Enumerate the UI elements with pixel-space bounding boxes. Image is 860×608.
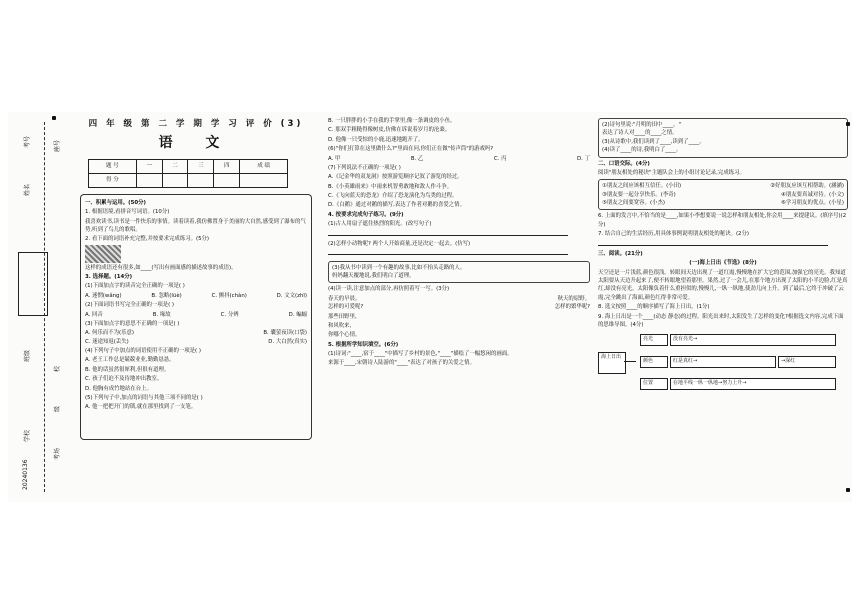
question-2-image-row — [85, 245, 307, 263]
option: A. 他一把把开门的锁,就在那里找到了一支笔。 — [85, 404, 197, 411]
option: D. 他胸有成竹地站在台上。 — [85, 385, 152, 392]
question-3-3: (3)下面加点字的意思不正确的一项是( ) — [85, 320, 180, 327]
section-heading: 二、口语交际。(4分) — [598, 160, 650, 167]
poem-row — [328, 295, 590, 303]
option: A. 回音 — [85, 311, 103, 318]
poem-row — [328, 303, 590, 311]
section-heading: 一、积累与运用。(50分) — [85, 199, 146, 206]
option: A. 迷惘(wǎng) — [85, 292, 122, 299]
mind-map-answer-end: →深红 — [778, 356, 836, 368]
mind-map-answer[interactable]: 没有亮光→ — [670, 334, 836, 346]
page-column-3 — [598, 116, 848, 496]
discussion-options-box — [598, 179, 848, 210]
question-5: 5. 根据所学知识填空。(6分) — [328, 341, 399, 348]
options-row — [602, 191, 844, 199]
section-1-box — [80, 194, 312, 440]
mind-map — [598, 332, 848, 394]
poem-line: 怎样的可爱呢? — [328, 304, 364, 311]
question-5-1: (1)诗词:"____,宿于____"中描写了乡村的景色,"____"描绘了一幅悠闲的画面。 — [328, 351, 513, 357]
rail-label-banji: 班级 — [24, 349, 31, 362]
answer-line[interactable] — [598, 240, 848, 249]
question-3-1: (1)下面加点字的读音完全正确的一项是( ) — [85, 283, 185, 290]
question-6: 6. 上面的发言中,不恰当的是____,如果小李想要说一说怎样和朋友相处,你会用____来提建议。(填序号)(2分) — [598, 213, 847, 228]
option: ⑤朋友之间要宽容。(小杰) — [602, 200, 665, 206]
question-4-3-box — [328, 261, 590, 284]
exam-title: 四 年 级 第 二 学 期 学 习 评 价 (3) — [88, 119, 304, 129]
exam-sheet — [8, 112, 852, 502]
option: B. 缘故 — [152, 311, 171, 318]
question-4-4: (4)读一读,注意加点的部分,再仿照着写一写。(3分) — [328, 286, 450, 293]
option: B. 囊萤夜读(口袋) — [263, 330, 307, 337]
option: ③朋友要一起分享快乐。(李奇) — [602, 191, 676, 198]
question-3-5: (5)下列句子中,加点的词语与其他三项不同的是( ) — [85, 394, 203, 401]
reading-title: (一)海上日出《节选》(8分) — [689, 260, 757, 267]
question-5-continued-box — [598, 118, 848, 158]
option: C. 颤抖(chàn) — [211, 292, 247, 299]
score-row-label: 得 分 — [89, 173, 137, 187]
score-cell[interactable] — [188, 173, 214, 187]
score-table — [88, 159, 288, 188]
score-cell[interactable] — [240, 173, 288, 187]
option: B. 他的话虽然很犀利,但很有道理。 — [85, 366, 170, 373]
question-1-text: 我喜欢读书,读书是一件快乐的事情。读着读着,我仿佛置身于美丽的大自然,感受到了瀑布的气势,听到了鸟儿的歌唱。 — [85, 218, 306, 233]
reading-passage: 天空还是一片浅蓝,颜色很浅。转眼间天边出现了一道红霞,慢慢地在扩大它的范围,加强它的亮光。我知道太阳要从天边升起来了,便不转眼地望着那里。果然,过了一会儿,在那个地方出现了太阳的小半边脸,红是真红,却没有亮光。太阳像负着什么重担似的,慢慢儿,一纵一纵地,使劲儿向上升。到了最后,它终于冲破了云霞,完全跳出了海面,颜色红得非常可爱。 — [598, 269, 848, 301]
score-header-cell: 三 — [188, 159, 214, 173]
options-row — [602, 182, 844, 190]
option: D. 大白然(真实) — [268, 338, 307, 345]
options-row — [85, 329, 307, 337]
question-8: 8. 选文按照____的顺序描写了海上日出。(1分) — [598, 304, 710, 311]
mind-map-answer[interactable]: 在地平线一纵一纵地→努力上升→ — [670, 378, 836, 390]
mind-map-branch: 亮光 — [640, 334, 668, 346]
binding-rail — [8, 112, 74, 502]
rail-label-ji: 级 — [54, 405, 61, 412]
rail-code: 20240136 — [22, 459, 29, 490]
question-5-3b: 表达了诗人对____的____之情。 — [602, 130, 678, 137]
subject-title: 语 文 — [158, 135, 234, 152]
option: D. 文文(zhī) — [276, 292, 307, 299]
option: ①朋友之间应该相互信任。(小田) — [602, 183, 682, 190]
option: C. 那双手粗糙得像树皮,仿佛在诉说着岁月的沧桑。 — [328, 127, 451, 134]
score-header-cell: 成 绩 — [240, 159, 288, 173]
option: ④朋友要真诚对待。(小文) — [781, 191, 844, 198]
question-3-7: (7)下列说法不正确的一项是( ) — [328, 164, 401, 171]
mind-map-branch: 位置 — [640, 378, 668, 390]
page-column-1 — [80, 116, 312, 496]
option: A. 甲 — [328, 155, 341, 162]
question-3-2: (2)下面词语书写完全正确的一项是( ) — [85, 302, 175, 309]
option: B. 忽略(lüè) — [151, 292, 182, 299]
options-row — [85, 338, 307, 346]
option: A. 老王工作总是兢兢业业,勤勤恳恳。 — [85, 357, 175, 364]
option: C. 分辨 — [220, 311, 239, 318]
mind-map-root: 海上日出 — [598, 352, 626, 374]
section-2-intro: 阅读"朋友相处的秘诀"主题队会上的小组讨论记录,完成练习。 — [598, 169, 745, 176]
question-5-2: 来源于____,宋朝诗人陆游的"____"表达了对孩子的关爱之情。 — [328, 360, 475, 367]
registration-mark — [846, 488, 850, 492]
question-4: 4. 按要求完成句子练习。(9分) — [328, 211, 404, 218]
mind-map-answer[interactable]: 红是真红→ — [670, 356, 776, 368]
registration-mark — [846, 122, 850, 126]
question-4-3b: 妈妈翻天覆地说,我们明白了道理。 — [332, 273, 415, 279]
score-cell[interactable] — [136, 173, 162, 187]
option: A. 何乐而不为(乐意) — [85, 330, 134, 337]
poem-line: 那些田野里, — [328, 313, 357, 320]
rail-label-kaochang: 考场 — [54, 447, 61, 460]
option: B.《小英雄雨来》中雨来机智勇敢地和敌人作斗争。 — [328, 183, 453, 190]
registration-mark — [52, 116, 56, 120]
option: D. 丁 — [577, 155, 590, 162]
rail-label-xuexiao: 学校 — [24, 429, 31, 442]
poem-line: 春天的早晨。 — [328, 295, 361, 302]
options-row — [85, 311, 307, 319]
answer-line[interactable] — [328, 230, 590, 239]
score-header-cell: 四 — [214, 159, 240, 173]
option: ②好朋友应该互相帮助。(涵涵) — [770, 183, 844, 190]
question-5-3: (2)诗句里说:"月明的田中____。" — [602, 122, 682, 128]
question-5-5: (4)读了____的诗,我明白了____。 — [602, 147, 682, 154]
option: C. 迷途知返(丢失) — [85, 338, 129, 345]
connector — [624, 361, 636, 362]
option: D.《白鹅》通过对鹅的描写,表达了作者对鹅的喜爱之情。 — [328, 202, 465, 209]
seal-box — [18, 252, 48, 316]
question-9: 9. 海上日出是一个____(动态 静态)的过程。阳光出来时,太阳发生了怎样的变化?根据选文内容,完成下面的思维导图。(4分) — [598, 313, 844, 328]
section-heading: 三、阅读。(21分) — [598, 250, 643, 257]
option: C. 丙 — [493, 155, 507, 162]
poem-line: 你哪个心情。 — [328, 332, 361, 339]
option: D. 他像一只受惊的小鹿,迅速地跑开了。 — [328, 136, 424, 143]
option: D. 蝙蝠 — [288, 311, 307, 318]
question-3-4: (4)下列句子中加点的词语使用不正确的一项是( ) — [85, 348, 201, 355]
question-4-3: (3)我从书中读到一个有趣的故事,比如不抬头走路的人。 — [332, 264, 466, 271]
question-2-line: 这样的成语还有很多,如____(写出有画面感的描述故事的成语)。 — [85, 264, 237, 271]
rail-label-kaohao: 考号 — [24, 135, 31, 148]
options-row — [85, 292, 307, 300]
option: A.《记金华的双龙洞》按照游览顺序记叙了游览的经过。 — [328, 174, 463, 181]
question-7: 7. 结合自己的生活经历,用具体事例说明朋友相处的秘诀。(2分) — [598, 231, 749, 238]
rail-label-xingming: 姓名 — [24, 183, 31, 196]
question-3-6: (6)"你们打算在这里做什么?"里面在问,你们正在做"传声筒"的游戏吗? — [328, 146, 494, 153]
option: C.《飞向蓝天的恐龙》介绍了恐龙演化为鸟类的过程。 — [328, 193, 458, 199]
question-4-1: (1)古人用扇子遮住热烈的阳光。(改写句子) — [328, 221, 432, 228]
rail-label-zuohao: 座号 — [54, 139, 61, 152]
rail-label-xiao: 校 — [54, 365, 61, 372]
option: C. 孩子们迫不及待地冲出教室。 — [85, 376, 163, 383]
answer-line[interactable] — [328, 249, 590, 258]
score-header-cell: 二 — [162, 159, 188, 173]
score-header-cell: 题 号 — [89, 159, 137, 173]
poem-line: 秋天的原野。 — [557, 295, 590, 302]
poem-line: 和风吹来, — [328, 322, 352, 329]
mind-map-branch: 颜色 — [640, 356, 668, 368]
score-cell[interactable] — [214, 173, 240, 187]
poem-line: 怎样的繁华呢? — [554, 304, 590, 311]
score-cell[interactable] — [162, 173, 188, 187]
question-2: 2. 看下面的词语补充完整,并按要求完成练习。(5分) — [85, 236, 210, 243]
question-3: 3. 选择题。(14分) — [85, 274, 133, 281]
score-header-cell: 一 — [136, 159, 162, 173]
question-5-4: (3)从诗歌中,我们读到了____,读到了____。 — [602, 138, 705, 145]
page-column-2 — [328, 116, 590, 496]
illustration-image — [85, 245, 121, 263]
option: B. 乙 — [410, 155, 424, 162]
options-row — [602, 199, 844, 207]
options-row — [328, 155, 590, 163]
option: ⑥学习朋友的优点。(小星) — [781, 200, 844, 206]
question-1: 1. 根据语境,看拼音写词语。(10分) — [85, 209, 170, 216]
question-4-2: (2)怎样小动物呢? 两个人开始商量,还是决定一起去。(仿写) — [328, 240, 471, 247]
option: B. 一只胖胖的小手在我的手掌里,像一条调皮的小鱼。 — [328, 118, 456, 124]
